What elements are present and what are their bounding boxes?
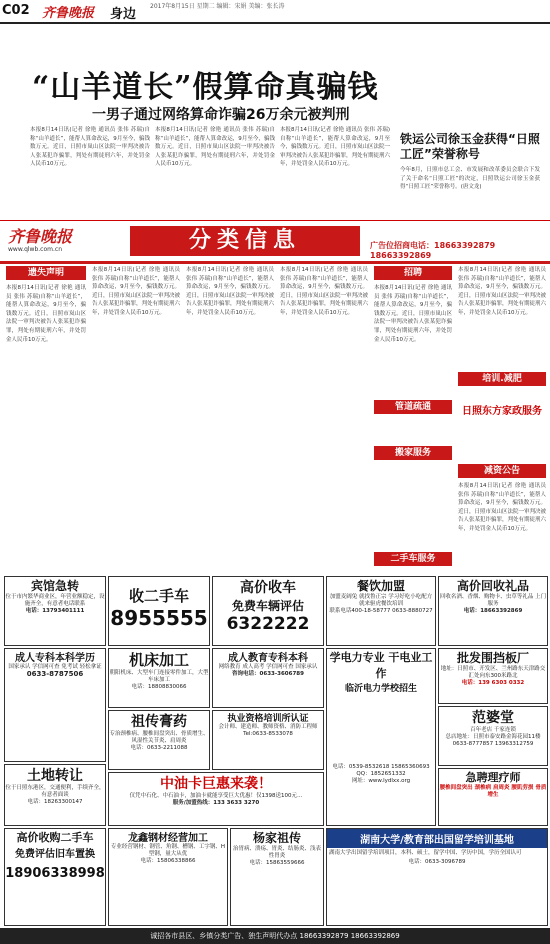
ad-phone: 咨询电话：0633-3606789 (232, 671, 304, 677)
category-usedcar: 二手车服务 (374, 552, 452, 566)
classified-column: 本报8月14日讯(记者 徐艳 通讯员 张伟 苏瑞)自称“山羊道长”，能帮人算命改运，9月至今，骗钱数万元。近日，日照市岚山区法院一审判决被告人张某犯诈骗罪，判处有期徒刑六年，并处罚金人民币10万元。 (92, 267, 180, 316)
ad-text: 仅凭中石化、中石油卡，加油卡就能享受巨大优惠！仅1398送100元… (129, 793, 303, 799)
ad-text: 地址：日照市、开发区、兰州路东天津路交汇处向东300米路北 (440, 666, 546, 679)
ad-buy-usedcar (4, 828, 106, 926)
classified-column: 本报8月14日讯(记者 徐艳 通讯员 张伟 苏瑞)自称“山羊道长”，能帮人算命改运，9月至今，骗钱数万元。近日，日照市岚山区法院一审判决被告人张某犯诈骗罪，判处有期徒刑六年，并处罚金人民币10万元。 (6, 285, 86, 343)
ad-subtitle: 百年老店 千家连锁 (470, 727, 516, 733)
band-logo: 齐鲁晚报 (8, 227, 73, 246)
ad-subtitle: 临沂电力学校招生 (344, 684, 417, 694)
category-pipe: 管道疏通 (374, 400, 452, 414)
side-news-title: 铁运公司徐玉金获得“日照工匠”荣誉称号 (400, 132, 540, 161)
ad-phone: 电话：139 6303 0332 (461, 680, 525, 686)
headline: “山羊道长”假算命真骗钱 (32, 70, 379, 105)
ad-power-school (326, 648, 436, 826)
ad-phone: 联系电话400-18-58777 0633-8880727 (329, 608, 433, 614)
classified-column: 本报8月14日讯(记者 徐艳 通讯员 张伟 苏瑞)自称“山羊道长”，能帮人算命改运，9月至今，骗钱数万元。近日，日照市岚山区法院一审判决被告人张某犯诈骗罪，判处有期徒刑六年，并处罚金人民币10万元。 (374, 285, 452, 343)
ad-title: 祖传膏药 (131, 714, 187, 730)
category-recruit: 招聘 (374, 266, 452, 280)
ad-phone: 电话：15806338866 (140, 858, 196, 864)
ad-text: 位于日照东港区，交通便利，手续齐全，有意者面谈 (5, 785, 105, 798)
ad-certification (212, 710, 324, 770)
ad-phone: Tel:0633-8533078 (243, 731, 293, 737)
ad-gift-recycle (438, 576, 548, 646)
ad-text: 网络教育 成人高考 学信网可查 国家承认 (218, 664, 318, 670)
ad-title: 批发围挡板厂 (456, 651, 529, 665)
ad-degree (4, 648, 106, 762)
category-housekeeping: 日照东方家政服务 (462, 406, 542, 417)
ad-text: 朝阳机床、大型车门连接零件加工，大型车床加工 (109, 670, 209, 683)
ad-phone: 电话：18663392869 (463, 608, 523, 614)
ad-fence-factory (438, 648, 548, 704)
hotline-label: 广告位招商电话： (370, 241, 434, 250)
classified-title: 分类信息 (130, 226, 360, 256)
side-news-body: 今年8月，日照市总工会、市发展和改革委员会联合下发了关于命名“日照工匠”的决定，日照铁运公司徐玉金获得“日照工匠”荣誉称号。(唐文龙) (400, 167, 540, 191)
newspaper-logo: 齐鲁晚报 (42, 6, 95, 21)
ad-text: 湖南大学出国留学培训项目，本科、硕士，留学中国、学历中国，学历全国认可 (329, 850, 522, 856)
ad-text: 治胃病、溃疡、胃炎、结肠炎、浅表性胃炎 (232, 846, 321, 859)
ad-usedcar (108, 576, 210, 646)
subheadline: 一男子通过网络算命诈骗26万余元被判刑 (92, 107, 350, 123)
ad-phone: 电话：18808830066 (131, 684, 187, 690)
ad-phone: 6322222 (226, 614, 310, 634)
ad-phone: 电话：13793401111 (25, 608, 85, 614)
ad-website: 网址：www.lydlxx.org (351, 778, 411, 784)
footer-bar: 诚招各市县区、乡镇分类广告、独生声明代办点 18663392879 18663392869 (0, 928, 550, 944)
ad-text: 总店地址：日照市泰安路金海花园11楼 (445, 734, 541, 740)
article-column: 本报8月14日讯(记者 徐艳 通讯员 张伟 苏瑞)自称“山羊道长”，能帮人算命改运，9月至今，骗钱数万元。近日，日照市岚山区法院一审判决被告人张某犯诈骗罪，判处有期徒刑六年，并处罚金人民币10万元。 (30, 127, 150, 168)
category-training: 培训.减肥 (458, 372, 546, 386)
ad-phone: 电话：0539-8532618 15865360693 (332, 764, 430, 770)
ad-text: 回收名酒、香烟、购物卡、虫草等礼品 上门服务 (439, 594, 547, 607)
ad-text: 位于市内繁华商业区，年营业额稳定，设施齐全，有意者电话联系 (5, 594, 105, 607)
category-moving: 搬家服务 (374, 446, 452, 460)
ad-title: 湖南大学/教育部出国留学培训基地 (327, 829, 547, 848)
ad-phone: 电话：0633-3096789 (408, 859, 466, 865)
ad-phone: 电话：18263300147 (27, 799, 83, 805)
ad-clinic (438, 706, 548, 766)
ad-title: 收二手车 (128, 587, 189, 605)
ad-phone: 0633-8777857 13963312759 (452, 741, 534, 747)
ad-buy-car (212, 576, 324, 646)
article-column: 本报8月14日讯(记者 徐艳 通讯员 张伟 苏瑞)自称“山羊道长”，能帮人算命改运，9月至今，骗钱数万元。近日，日照市岚山区法院一审判决被告人张某犯诈骗罪，判处有期徒刑六年，并处罚金人民币10万元。 (280, 127, 390, 168)
ad-title: 餐饮加盟 (356, 579, 405, 593)
ad-qq: QQ：1852651332 (356, 771, 406, 777)
ad-text: 腰椎间盘突出 颈椎病 肩周炎 腰肌劳损 骨质增生 (439, 785, 547, 798)
section-title: 身边 (110, 7, 137, 22)
edition-meta: 2017年8月15日 星期二 编辑：宋娟 美编：张长涛 (150, 3, 285, 10)
ad-title: 成人教育专科本科 (228, 653, 308, 664)
classified-column: 本报8月14日讯(记者 徐艳 通讯员 张伟 苏瑞)自称“山羊道长”，能帮人算命改运，9月至今，骗钱数万元。近日，日照市岚山区法院一审判决被告人张某犯诈骗罪，判处有期徒刑六年，并处罚金人民币10万元。 (458, 267, 546, 316)
classified-column: 本报8月14日讯(记者 徐艳 通讯员 张伟 苏瑞)自称“山羊道长”，能帮人算命改运，9月至今，骗钱数万元。近日，日照市岚山区法院一审判决被告人张某犯诈骗罪，判处有期徒刑六年，并处罚金人民币10万元。 (186, 267, 274, 316)
category-lost: 遗失声明 (6, 266, 86, 280)
hotline (370, 240, 550, 260)
ad-hotel (4, 576, 106, 646)
ad-title: 高价收车 (240, 580, 296, 596)
ad-title: 成人专科本科学历 (15, 653, 95, 664)
ad-study-abroad (326, 828, 548, 926)
ad-phone: 电话：0633-2211088 (130, 745, 188, 751)
band-url: www.qlwb.com.cn (8, 246, 62, 253)
ad-text: 会计师、建造师、教师资格、消防工程师 (218, 724, 318, 730)
ad-text: 专业经营钢材、钢管、角钢、槽钢、工字钢、H型钢，量大从优 (110, 844, 226, 857)
ad-title: 杨家祖传 (252, 831, 301, 845)
ad-title: 中油卡巨惠来袭！ (160, 776, 272, 792)
ad-title: 高价收购二手车 (16, 831, 94, 844)
ad-steel (108, 828, 228, 926)
ad-text: 专治颈椎病、腰椎间盘突出、骨质增生、风湿性关节炎、肩周炎 (109, 731, 209, 744)
page-number: C02 (2, 3, 30, 18)
hotline-number: 18663392879 18663392869 (370, 241, 496, 260)
ad-subtitle: 免费车辆评估 (231, 599, 304, 613)
ad-subtitle: 免费评估旧车置换 (15, 849, 95, 860)
ad-title: 执业资格培训所认证 (227, 714, 309, 724)
ad-phone: 18906338998 (5, 866, 105, 881)
ad-plaster (108, 710, 210, 770)
ad-phone: 服务/加盟热线：133 3633 3270 (172, 800, 260, 806)
ad-phone: 电话：15863559666 (249, 860, 305, 866)
ad-title: 学电力专业 干电业工作 (329, 651, 433, 680)
classified-column: 本报8月14日讯(记者 徐艳 通讯员 张伟 苏瑞)自称“山羊道长”，能帮人算命改运，9月至今，骗钱数万元。近日，日照市岚山区法院一审判决被告人张某犯诈骗罪，判处有期徒刑六年，并处罚金人民币10万元。 (458, 483, 546, 532)
ad-title: 急聘理疗师 (465, 771, 521, 784)
ad-machining (108, 648, 210, 708)
article-column: 本报8月14日讯(记者 徐艳 通讯员 张伟 苏瑞)自称“山羊道长”，能帮人算命改运，9月至今，骗钱数万元。近日，日照市岚山区法院一审判决被告人张某犯诈骗罪，判处有期徒刑六年，并处罚金人民币10万元。 (155, 127, 275, 168)
ad-phone: 0633-8787506 (26, 670, 84, 678)
ad-title: 龙鑫钢材经营加工 (128, 833, 208, 844)
ad-title: 机床加工 (128, 651, 189, 669)
ad-family-remedy (230, 828, 324, 926)
ad-land-transfer (4, 764, 106, 826)
ad-title: 宾馆急转 (30, 579, 79, 593)
ad-franchise (326, 576, 436, 646)
classified-column: 本报8月14日讯(记者 徐艳 通讯员 张伟 苏瑞)自称“山羊道长”，能帮人算命改运，9月至今，骗钱数万元。近日，日照市岚山区法院一审判决被告人张某犯诈骗罪，判处有期徒刑六年，并处罚金人民币10万元。 (280, 267, 368, 316)
ad-title: 范婆堂 (472, 710, 514, 726)
ad-adult-education (212, 648, 324, 708)
ad-title: 高价回收礼品 (456, 579, 529, 593)
ad-text: 国家承认 学信网可查 免考试 轻松拿证 (8, 664, 102, 670)
ad-title: 土地转让 (27, 768, 83, 784)
ad-phone: 8955555 (110, 606, 208, 630)
ad-therapist (438, 768, 548, 826)
ad-fuel-card (108, 772, 324, 826)
ad-text: 加盟麦阔兔 就找鲁正宗 学习好吃小吃配方 就来驱虎餐饮培训 (329, 594, 433, 607)
category-capital-reduction: 减资公告 (458, 464, 546, 478)
